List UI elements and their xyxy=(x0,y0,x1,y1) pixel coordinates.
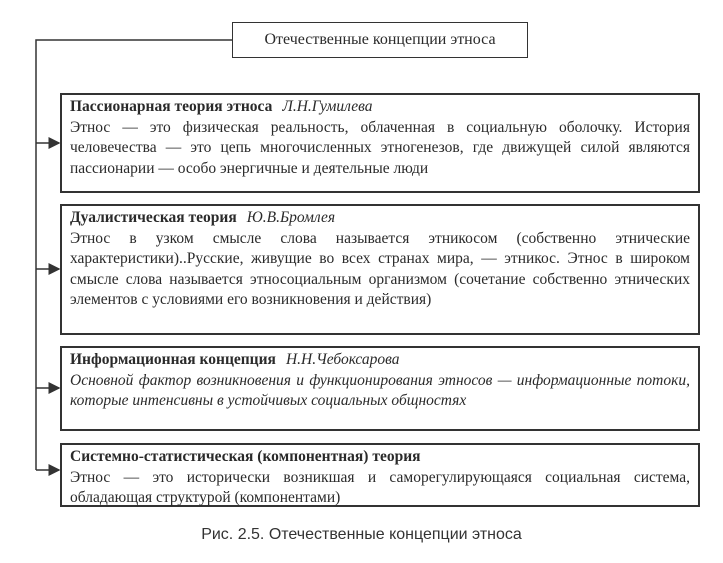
theory-name: Пассионарная теория этноса xyxy=(70,98,273,115)
theory-card-informational xyxy=(60,346,700,431)
root-concept-box xyxy=(232,22,528,58)
theory-heading xyxy=(70,97,690,118)
theory-author: Н.Н.Чебоксарова xyxy=(285,351,400,368)
theory-description: Основной фактор возникновения и функционирования этносов — информационные потоки, которые интенсивны в устойчивых социальных общностях xyxy=(70,371,690,409)
figure-caption: Рис. 2.5. Отечественные концепции этноса xyxy=(201,526,522,543)
theory-author: Л.Н.Гумилева xyxy=(282,98,373,115)
theory-author: Ю.В.Бромлея xyxy=(246,209,336,226)
theory-name: Дуалистическая теория xyxy=(70,209,237,226)
theory-name: Системно-статистическая (компонентная) теория xyxy=(70,448,421,465)
theory-heading xyxy=(70,208,690,229)
theory-card-system-statistical xyxy=(60,443,700,507)
theory-heading xyxy=(70,447,690,468)
theory-description: Этнос — это исторически возникшая и саморегулирующаяся социальная система, обладающая структурой (компонентами) xyxy=(70,468,690,506)
theory-card-dualistic xyxy=(60,204,700,335)
theory-name: Информационная концепция xyxy=(70,351,276,368)
theory-heading xyxy=(70,350,690,371)
theory-card-passionary xyxy=(60,93,700,193)
root-concept-label: Отечественные концепции этноса xyxy=(264,31,496,48)
theory-description: Этнос — это физическая реальность, облаченная в социальную оболочку. История человечества — это цепь многочисленных этногенезов, где движущей силой являются пассионарии — особо энергичные и деятельные люди xyxy=(70,118,690,177)
theory-description: Этнос в узком смысле слова называется этникосом (собственно этнические характеристики)..Русские, живущие во всех странах мира, — этникос. Этнос в широком смысле слова называется этносоциальным организмом (сочетание собственно этнических элементов с условиями его возникновения и действия) xyxy=(70,229,690,308)
